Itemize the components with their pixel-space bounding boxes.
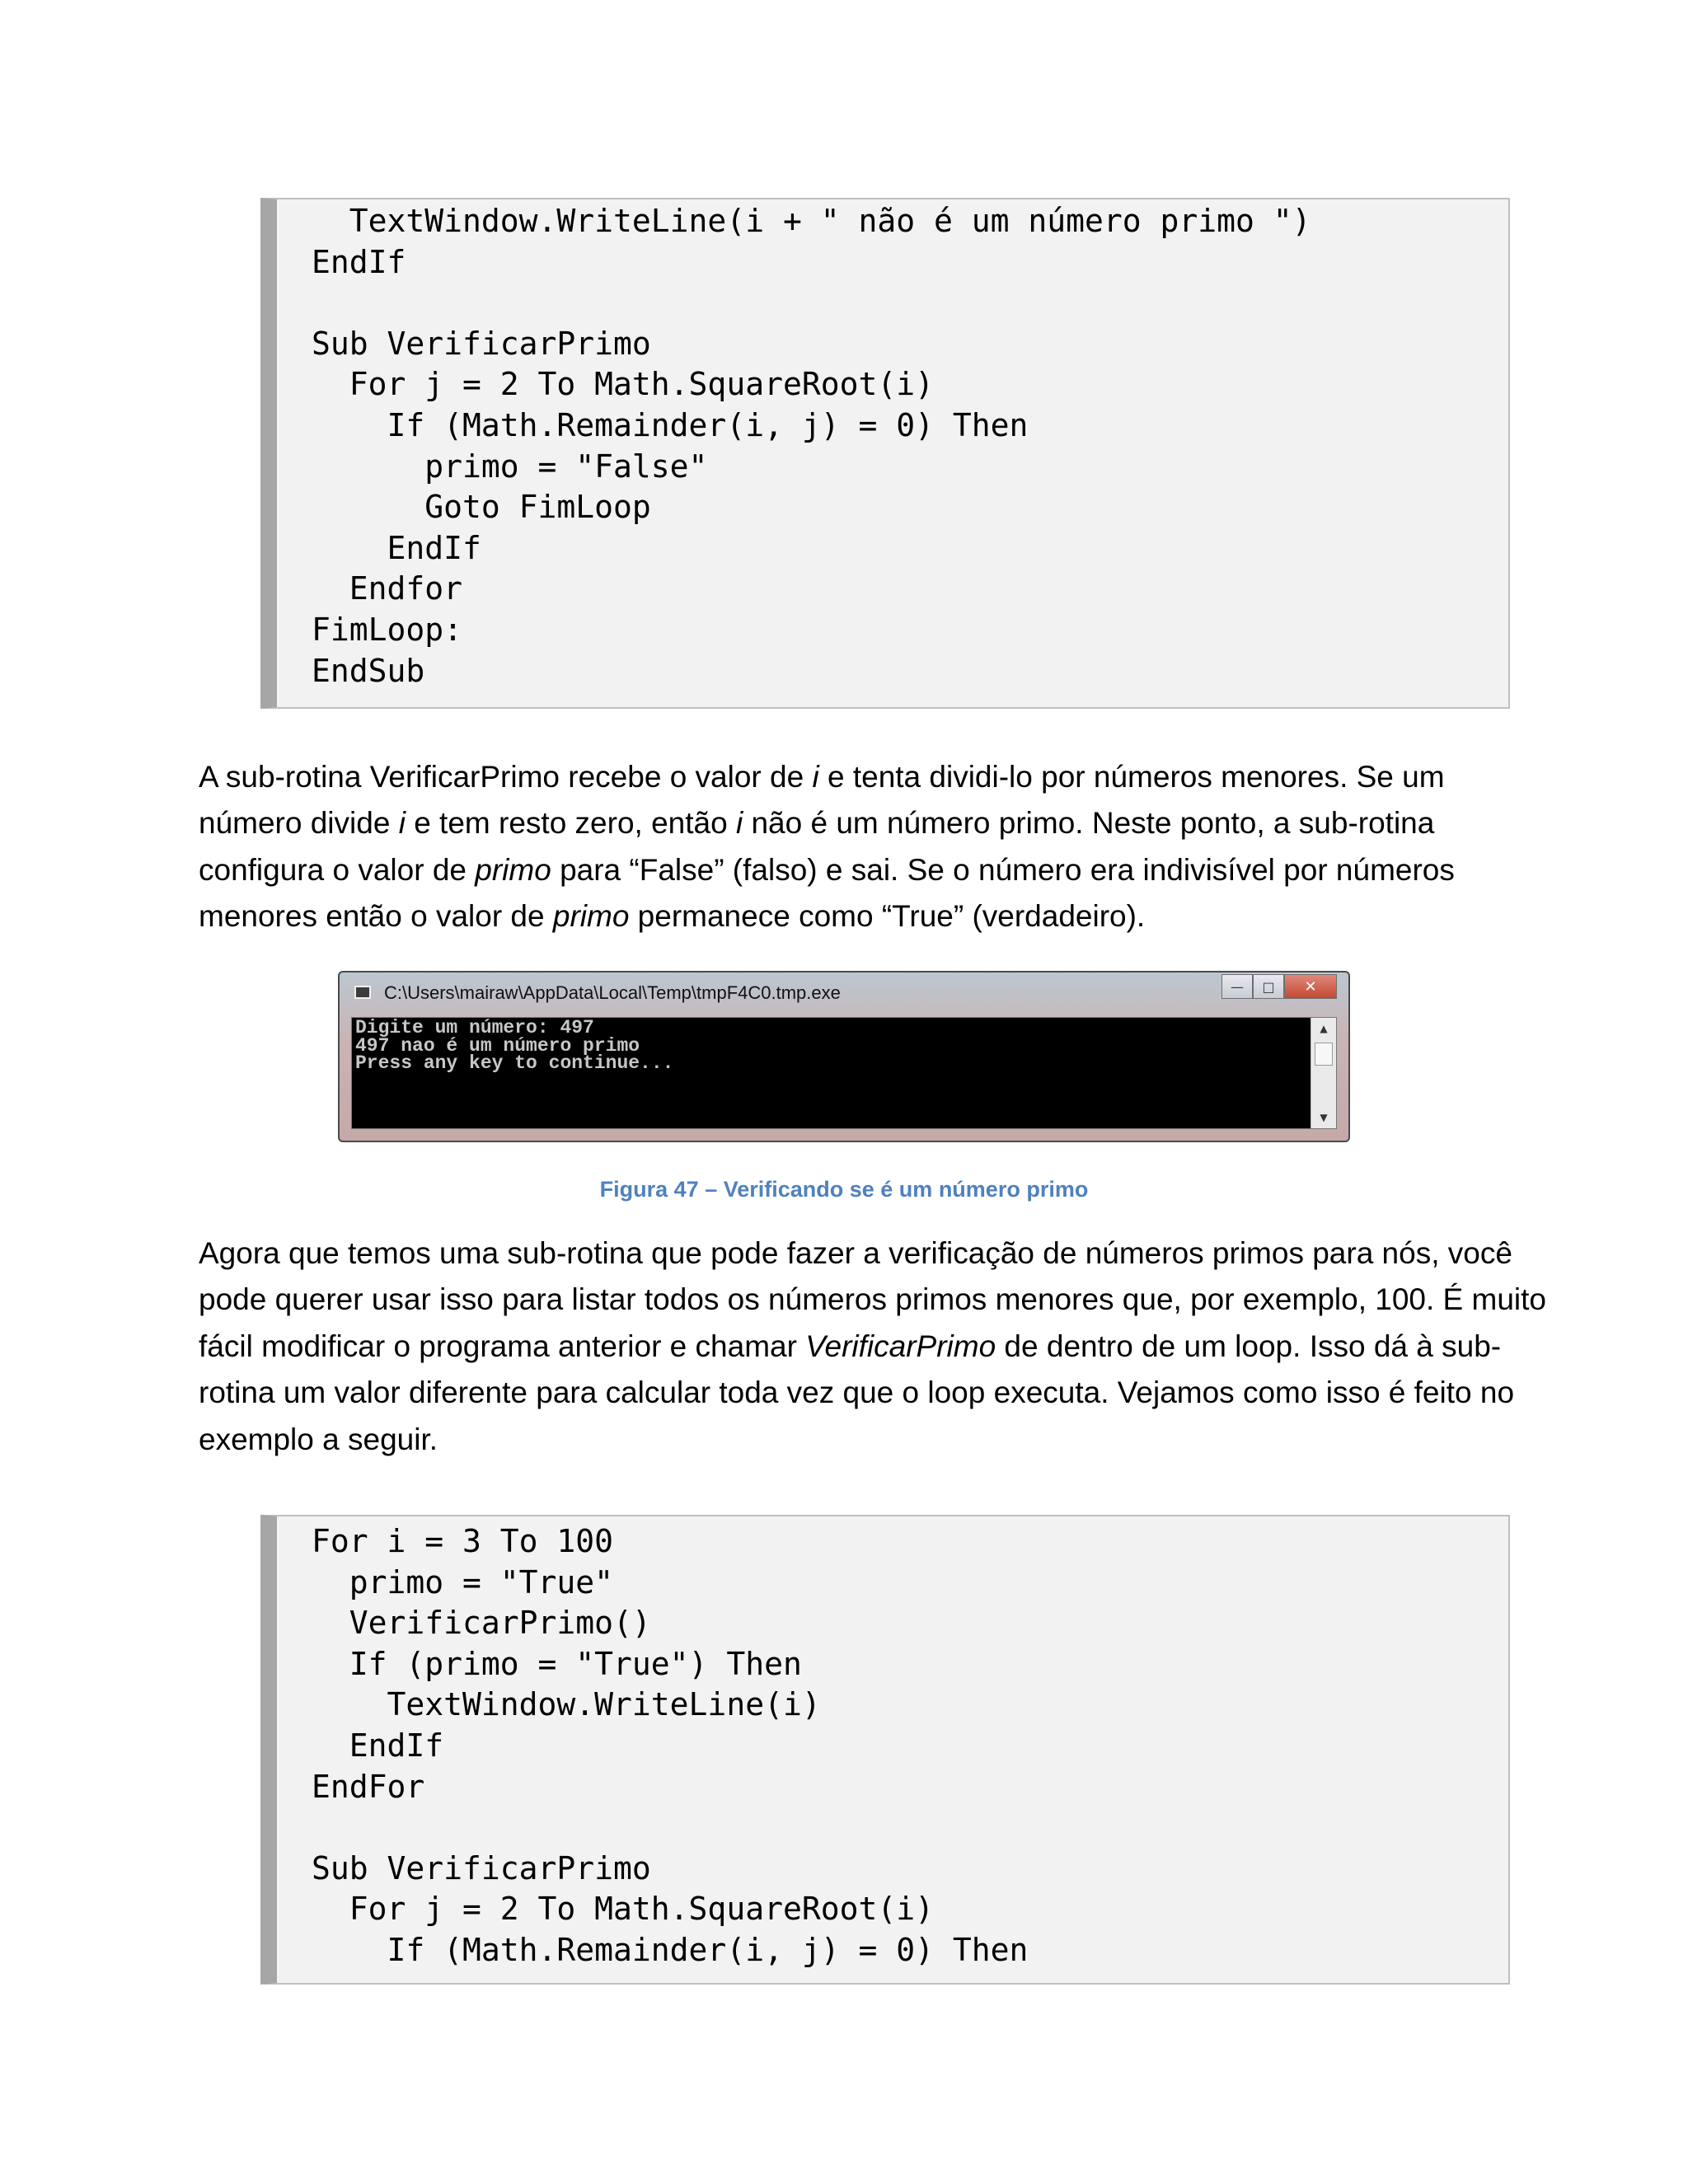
minimize-icon[interactable]: — — [1221, 974, 1253, 999]
console-output: Digite um número: 497 497 nao é um número primo Press any key to continue... — [355, 1017, 674, 1074]
scroll-thumb[interactable] — [1315, 1043, 1333, 1066]
paragraph-2: Agora que temos uma sub-rotina que pode fazer a verificação de números primos para nós, você pode querer usar isso para listar todos os números primos menores que, por exemplo, 100. É muito fácil modificar o programa anterior e chamar VerificarPrimo de dentro de um loop. Isso dá à sub-rotina um valor diferente para calcular toda vez que o loop executa. Vejamos como isso é feito no exemplo a seguir. — [199, 1236, 1546, 1456]
console-window-figure — [338, 971, 1350, 1142]
code-block-2 — [260, 1515, 1510, 1985]
scroll-up-arrow-icon[interactable]: ▲ — [1320, 1023, 1328, 1034]
window-controls — [1221, 974, 1337, 999]
console-screen — [351, 1017, 1337, 1129]
maximize-icon[interactable]: □ — [1253, 974, 1284, 999]
figure-caption: Figura 47 – Verificando se é um número primo — [599, 1177, 1089, 1202]
close-icon[interactable]: ✕ — [1284, 974, 1337, 999]
console-title-bar — [340, 972, 1348, 1009]
console-app-icon — [354, 986, 371, 999]
code-block-2-text: For i = 3 To 100 primo = "True" VerificarPrimo() If (primo = "True") Then TextWindow.WriteLine(i) EndIf EndFor Sub VerificarPrimo For j = 2 To Math.SquareRoot(i) If (Math.Remainder(i, j) = 0) Then — [312, 1523, 1029, 1968]
code-block-1 — [260, 198, 1510, 709]
scroll-down-arrow-icon[interactable]: ▼ — [1320, 1112, 1328, 1123]
code-block-1-text: TextWindow.WriteLine(i + " não é um número primo ") EndIf Sub VerificarPrimo For j = 2 To Math.SquareRoot(i) If (Math.Remainder(i, j) = 0) Then primo = "False" Goto FimLoop EndIf Endfor FimLoop: EndSub — [312, 203, 1311, 689]
paragraph-1: A sub-rotina VerificarPrimo recebe o valor de i e tenta dividi-lo por números menores. Se um número divide i e tem resto zero, então i não é um número primo. Neste ponto, a sub-rotina configura o valor de primo para “False” (falso) e sai. Se o número era indivisível por números menores então o valor de primo permanece como “True” (verdadeiro). — [199, 760, 1455, 934]
console-scrollbar[interactable] — [1311, 1018, 1336, 1128]
console-window-title: C:\Users\mairaw\AppData\Local\Temp\tmpF4C0.tmp.exe — [384, 982, 841, 1003]
